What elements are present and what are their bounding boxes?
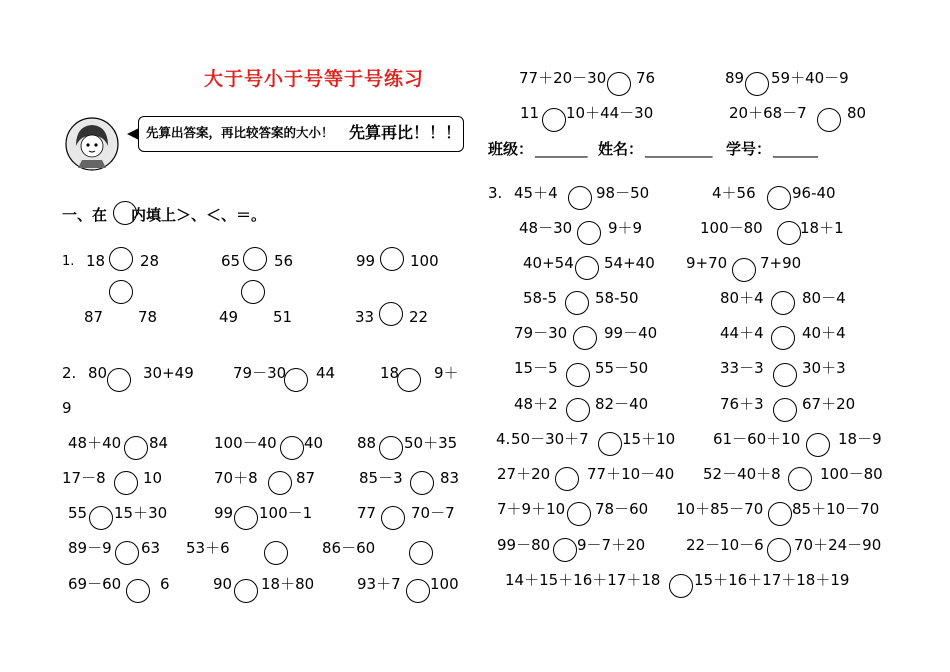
q2-r6-a: 69－60 <box>68 575 122 593</box>
q2-r2-a: 48＋40 <box>68 434 122 452</box>
q4-r1-d: 18－9 <box>838 430 882 448</box>
q2-r6-e: 93＋7 <box>357 575 401 593</box>
q3-r3-c: 9+70 <box>686 254 728 272</box>
answer-circle[interactable] <box>234 506 258 530</box>
q2-r5-c: 53＋6 <box>186 539 230 557</box>
q3-r6-a: 15－5 <box>514 359 558 377</box>
answer-circle[interactable] <box>553 538 577 562</box>
answer-circle[interactable] <box>107 368 131 392</box>
answer-circle[interactable] <box>817 108 841 132</box>
answer-circle[interactable] <box>607 72 631 96</box>
answer-circle[interactable] <box>788 467 812 491</box>
name-field[interactable]: _________ <box>645 140 713 158</box>
answer-circle[interactable] <box>669 574 693 598</box>
q2-r4-c: 99 <box>214 504 234 522</box>
q3-r3-d: 7+90 <box>760 254 802 272</box>
tr-r2-c: 20＋68－7 <box>729 104 807 122</box>
answer-circle[interactable] <box>89 506 113 530</box>
q4-r3-b: 78－60 <box>595 500 649 518</box>
q2-r3-d: 87 <box>296 469 316 487</box>
q3-r1-b: 98－50 <box>596 184 650 202</box>
class-label: 班级： <box>488 140 534 158</box>
q3-r6-b: 55－50 <box>595 359 649 377</box>
answer-circle[interactable] <box>777 221 801 245</box>
q1-r2-b: 78 <box>138 308 158 326</box>
answer-circle[interactable] <box>109 280 133 304</box>
answer-circle[interactable] <box>379 302 403 326</box>
answer-circle[interactable] <box>542 108 566 132</box>
q3-r5-a: 79－30 <box>514 324 568 342</box>
q1-r1-d: 56 <box>274 252 294 270</box>
q3-r5-b: 99－40 <box>604 324 658 342</box>
answer-circle[interactable] <box>598 432 622 456</box>
q4-r1-c: 61－60＋10 <box>713 430 801 448</box>
q1-r1-a: 18 <box>86 252 106 270</box>
q2-r5-d: 86－60 <box>322 539 376 557</box>
answer-circle[interactable] <box>381 506 405 530</box>
answer-circle[interactable] <box>406 579 430 603</box>
q4-r4-c: 22－10－6 <box>686 536 764 554</box>
q1-r2-e: 33 <box>355 308 375 326</box>
q4-r4-d: 70＋24－90 <box>794 536 882 554</box>
q2-r1-b: 30+49 <box>143 364 194 382</box>
answer-circle[interactable] <box>241 280 265 304</box>
q2-r4-d: 100－1 <box>259 504 313 522</box>
q4-r3-d: 85＋10－70 <box>792 500 880 518</box>
q1-label: 1. <box>62 254 75 269</box>
q3-r3-b: 54+40 <box>604 254 655 272</box>
cartoon-girl-icon <box>64 116 120 172</box>
q3-r6-c: 33－3 <box>720 359 764 377</box>
q3-r2-a: 48－30 <box>519 219 573 237</box>
q2-r5-b: 63 <box>141 539 161 557</box>
q3-r7-d: 67＋20 <box>802 395 856 413</box>
tr-r2-d: 80 <box>847 104 867 122</box>
q3-r4-b: 58-50 <box>595 289 639 307</box>
q4-r5-b: 15＋16＋17＋18＋19 <box>694 571 850 589</box>
answer-circle[interactable] <box>280 436 304 460</box>
answer-circle[interactable] <box>767 538 791 562</box>
answer-circle[interactable] <box>566 398 590 422</box>
q4-r1-a: 50－30＋7 <box>511 430 589 448</box>
q2-r2-b: 84 <box>149 434 169 452</box>
q4-r2-a: 27＋20 <box>497 465 551 483</box>
answer-circle[interactable] <box>410 471 434 495</box>
answer-circle[interactable] <box>126 579 150 603</box>
q2-r1-c: 79－30 <box>233 364 287 382</box>
q2-r1-d: 44 <box>316 364 336 382</box>
q2-r3-c: 70＋8 <box>214 469 258 487</box>
q4-r4-b: 9－7＋20 <box>577 536 646 554</box>
q2-r4-b: 15＋30 <box>114 504 168 522</box>
answer-circle[interactable] <box>806 433 830 457</box>
q3-label: 3. <box>488 184 503 202</box>
q3-r2-d: 18＋1 <box>800 219 844 237</box>
answer-circle[interactable] <box>745 72 769 96</box>
q2-r1-e: 18 <box>380 364 400 382</box>
answer-circle[interactable] <box>264 541 288 565</box>
answer-circle[interactable] <box>768 502 792 526</box>
q4-r3-c: 10＋85－70 <box>676 500 764 518</box>
q2-r3-a: 17－8 <box>62 469 106 487</box>
answer-circle[interactable] <box>284 368 308 392</box>
name-label: 姓名： <box>598 140 644 158</box>
q3-r5-d: 40＋4 <box>802 324 846 342</box>
answer-circle[interactable] <box>243 247 267 271</box>
answer-circle[interactable] <box>732 258 756 282</box>
q2-r6-f: 100 <box>430 575 459 593</box>
answer-circle[interactable] <box>771 291 795 315</box>
q2-r4-e: 77 <box>357 504 377 522</box>
q3-r4-d: 80－4 <box>802 289 846 307</box>
answer-circle[interactable] <box>573 326 597 350</box>
q3-r2-b: 9＋9 <box>608 219 643 237</box>
q4-label: 4. <box>496 430 511 448</box>
q1-r2-d: 51 <box>273 308 293 326</box>
answer-circle[interactable] <box>567 502 591 526</box>
section-heading-prefix: 一、在 <box>62 206 108 224</box>
heading-circle-icon <box>113 201 137 225</box>
section-heading-suffix: 内填上＞、＜、＝。 <box>131 206 267 224</box>
q2-r3-e: 85－3 <box>359 469 403 487</box>
q2-label: 2. <box>62 364 77 382</box>
q3-r1-a: 45＋4 <box>514 184 558 202</box>
section-heading <box>62 204 266 225</box>
q1-r1-f: 100 <box>410 252 439 270</box>
answer-circle[interactable] <box>379 436 403 460</box>
answer-circle[interactable] <box>577 221 601 245</box>
q3-r1-d: 96-40 <box>792 184 836 202</box>
tr-r2-a: 11 <box>520 104 540 122</box>
q2-r3-b: 10 <box>143 469 163 487</box>
answer-circle[interactable] <box>234 579 258 603</box>
q3-r7-b: 82－40 <box>595 395 649 413</box>
q3-r1-c: 4＋56 <box>712 184 756 202</box>
tr-r1-d: 59＋40－9 <box>771 69 849 87</box>
q1-r2-a: 87 <box>84 308 104 326</box>
answer-circle[interactable] <box>568 186 592 210</box>
tr-r1-c: 89 <box>725 69 745 87</box>
answer-circle[interactable] <box>109 247 133 271</box>
answer-circle[interactable] <box>771 326 795 350</box>
q4-r3-a: 7＋9＋10 <box>497 500 566 518</box>
q4-r1-b: 15＋10 <box>622 430 676 448</box>
q3-r6-d: 30＋3 <box>802 359 846 377</box>
q2-r4-f: 70－7 <box>411 504 455 522</box>
tr-r1-a: 77＋20－30 <box>519 69 607 87</box>
q4-r2-c: 52－40＋8 <box>703 465 781 483</box>
q2-r2-d: 40 <box>304 434 324 452</box>
q4-r5-a: 14＋15＋16＋17＋18 <box>505 571 661 589</box>
q2-r3-f: 83 <box>440 469 460 487</box>
answer-circle[interactable] <box>114 471 138 495</box>
q1-r2-c: 49 <box>219 308 239 326</box>
q2-r1-a: 80 <box>88 364 108 382</box>
answer-circle[interactable] <box>575 256 599 280</box>
tr-r2-b: 10＋44－30 <box>566 104 654 122</box>
answer-circle[interactable] <box>773 363 797 387</box>
tip-emphasis: 先算再比！！！ <box>349 123 462 142</box>
q4-r4-a: 99－80 <box>497 536 551 554</box>
worksheet-title: 大于号小于号等于号练习 <box>204 68 425 90</box>
q1-r1-e: 99 <box>356 252 376 270</box>
q2-r5-a: 89－9 <box>68 539 112 557</box>
q2-r2-c: 100－40 <box>214 434 277 452</box>
q3-r4-a: 58-5 <box>523 289 558 307</box>
answer-circle[interactable] <box>773 398 797 422</box>
id-label: 学号： <box>726 140 772 158</box>
tr-r1-b: 76 <box>636 69 656 87</box>
answer-circle[interactable] <box>565 291 589 315</box>
tip-text: 先算出答案，再比较答案的大小！ <box>146 125 334 140</box>
answer-circle[interactable] <box>555 467 579 491</box>
q2-r6-b: 6 <box>160 575 170 593</box>
answer-circle[interactable] <box>409 541 433 565</box>
answer-circle[interactable] <box>115 541 139 565</box>
q2-r4-a: 55 <box>68 504 88 522</box>
q2-r6-d: 18＋80 <box>261 575 315 593</box>
q3-r7-a: 48＋2 <box>514 395 558 413</box>
answer-circle[interactable] <box>397 368 421 392</box>
answer-circle[interactable] <box>268 471 292 495</box>
q3-r5-c: 44＋4 <box>720 324 764 342</box>
q2-r1-f: 9＋ <box>434 364 459 382</box>
answer-circle[interactable] <box>767 186 791 210</box>
q3-r2-c: 100－80 <box>700 219 763 237</box>
q1-r1-c: 65 <box>221 252 241 270</box>
q1-r1-b: 28 <box>140 252 160 270</box>
q3-r3-a: 40+54 <box>523 254 574 272</box>
q2-r6-c: 90 <box>213 575 233 593</box>
answer-circle[interactable] <box>380 247 404 271</box>
q2-r1-wrap: 9 <box>62 399 72 417</box>
q2-r2-f: 50＋35 <box>404 434 458 452</box>
q2-r2-e: 88 <box>357 434 377 452</box>
q3-r4-c: 80＋4 <box>720 289 764 307</box>
q1-r2-f: 22 <box>409 308 429 326</box>
answer-circle[interactable] <box>566 363 590 387</box>
q4-r2-b: 77＋10－40 <box>587 465 675 483</box>
id-field[interactable]: ______ <box>773 140 818 158</box>
q4-r2-d: 100－80 <box>820 465 883 483</box>
q3-r7-c: 76＋3 <box>720 395 764 413</box>
answer-circle[interactable] <box>124 436 148 460</box>
class-field[interactable]: _______ <box>535 140 588 158</box>
